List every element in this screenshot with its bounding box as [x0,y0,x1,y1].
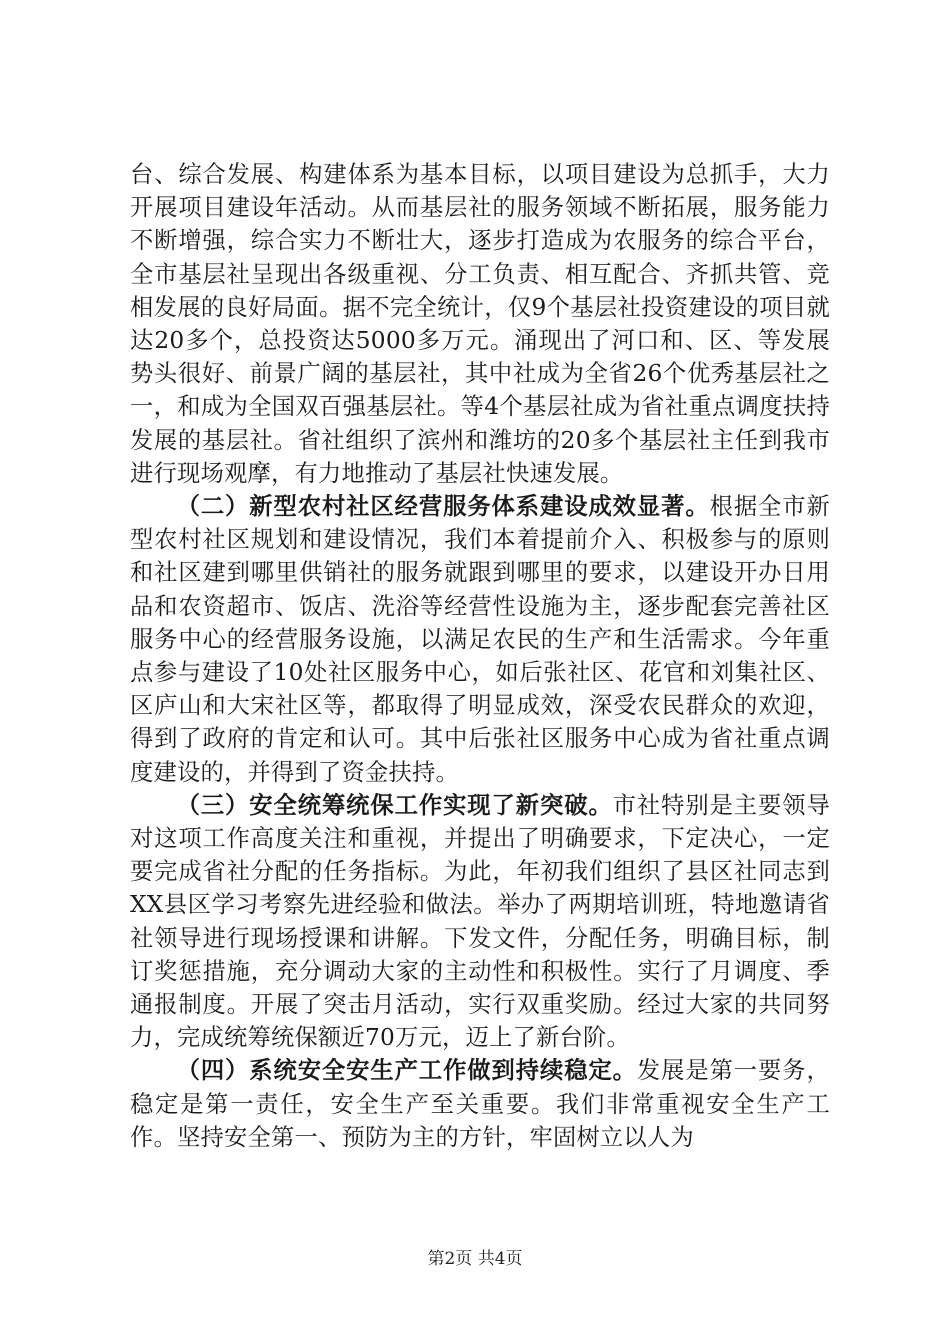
paragraph-4 [130,1054,830,1154]
paragraph-3 [130,789,830,1055]
document-body [130,158,830,1154]
paragraph-2-heading: （二）新型农村社区经营服务体系建设成效显著。 [176,493,710,521]
paragraph-3-heading: （三）安全统筹统保工作实现了新突破。 [176,791,613,819]
paragraph-4-heading: （四）系统安全安生产工作做到持续稳定。 [176,1057,637,1085]
page-number-footer: 第2页 共4页 [427,1249,523,1269]
paragraph-1-text: 台、综合发展、构建体系为基本目标，以项目建设为总抓手，大力开展项目建设年活动。从而基层社的服务领域不断拓展，服务能力不断增强，综合实力不断壮大，逐步打造成为农服务的综合平台，全市基层社呈现出各级重视、分工负责、相互配合、齐抓共管、竞相发展的良好局面。据不完全统计，仅9个基层社投资建设的项目就达20多个，总投资达5000多万元。涌现出了河口和、区、等发展势头很好、前景广阔的基层社，其中社成为全省26个优秀基层社之一，和成为全国双百强基层社。等4个基层社成为省社重点调度扶持发展的基层社。省社组织了滨州和潍坊的20多个基层社主任到我市进行现场观摩，有力地推动了基层社快速发展。 [130,161,830,487]
paragraph-1 [130,158,830,490]
paragraph-3-text: 市社特别是主要领导对这项工作高度关注和重视，并提出了明确要求，下定决心，一定要完成省社分配的任务指标。为此，年初我们组织了县区社同志到XX县区学习考察先进经验和做法。举办了两期培训班，特地邀请省社领导进行现场授课和讲解。下发文件，分配任务，明确目标，制订奖惩措施，充分调动大家的主动性和积极性。实行了月调度、季通报制度。开展了突击月活动，实行双重奖励。经过大家的共同努力，完成统筹统保额近70万元，迈上了新台阶。 [130,791,830,1052]
paragraph-2-text: 根据全市新型农村社区规划和建设情况，我们本着提前介入、积极参与的原则和社区建到哪里供销社的服务就跟到哪里的要求，以建设开办日用品和农资超市、饭店、洗浴等经营性设施为主，逐步配套完善社区服务中心的经营服务设施，以满足农民的生产和生活需求。今年重点参与建设了10处社区服务中心，如后张社区、花官和刘集社区、区庐山和大宋社区等，都取得了明显成效，深受农民群众的欢迎，得到了政府的肯定和认可。其中后张社区服务中心成为省社重点调度建设的，并得到了资金扶持。 [130,493,830,786]
paragraph-4-text: 发展是第一要务，稳定是第一责任，安全生产至关重要。我们非常重视安全生产工作。坚持安全第一、预防为主的方针，牢固树立以人为 [130,1057,830,1151]
paragraph-2 [130,490,830,789]
